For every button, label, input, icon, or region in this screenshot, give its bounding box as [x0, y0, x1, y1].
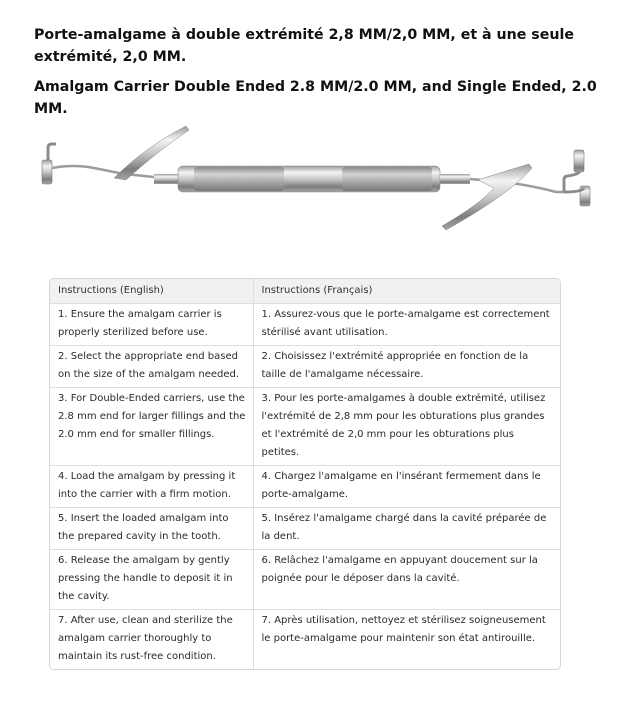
table-row	[50, 550, 560, 610]
table-row	[50, 610, 560, 670]
title-english: Amalgam Carrier Double Ended 2.8 MM/2.0 MM, and Single Ended, 2.0 MM.	[34, 79, 597, 117]
cell-english: 3. For Double-Ended carriers, use the 2.8 mm end for larger fillings and the 2.0 mm end for smaller fillings.	[50, 388, 253, 466]
table-row	[50, 346, 560, 388]
cell-french: 1. Assurez-vous que le porte-amalgame est correctement stérilisé avant utilisation.	[253, 304, 560, 346]
cell-english: 6. Release the amalgam by gently pressing the handle to deposit it in the cavity.	[50, 550, 253, 610]
table-row	[50, 304, 560, 346]
table-row	[50, 466, 560, 508]
header-english: Instructions (English)	[50, 279, 253, 304]
header-french: Instructions (Français)	[253, 279, 560, 304]
table-row	[50, 508, 560, 550]
table-header-row	[50, 279, 560, 304]
cell-english: 4. Load the amalgam by pressing it into the carrier with a firm motion.	[50, 466, 253, 508]
table-row	[50, 388, 560, 466]
title-french: Porte-amalgame à double extrémité 2,8 MM/2,0 MM, et à une seule extrémité, 2,0 MM.	[34, 27, 574, 65]
instructions-table	[49, 278, 561, 670]
cell-french: 4. Chargez l'amalgame en l'insérant fermement dans le porte-amalgame.	[253, 466, 560, 508]
cell-french: 2. Choisissez l'extrémité appropriée en fonction de la taille de l'amalgame nécessaire.	[253, 346, 560, 388]
cell-english: 5. Insert the loaded amalgam into the prepared cavity in the tooth.	[50, 508, 253, 550]
cell-french: 3. Pour les porte-amalgames à double extrémité, utilisez l'extrémité de 2,8 mm pour les obturations plus grandes et l'extrémité de 2,0 mm pour les obturations plus petites.	[253, 388, 560, 466]
cell-english: 2. Select the appropriate end based on the size of the amalgam needed.	[50, 346, 253, 388]
cell-english: 7. After use, clean and sterilize the amalgam carrier thoroughly to maintain its rust-free condition.	[58, 615, 233, 662]
cell-french: 5. Insérez l'amalgame chargé dans la cavité préparée de la dent.	[253, 508, 560, 550]
cell-french: 6. Relâchez l'amalgame en appuyant doucement sur la poignée pour le déposer dans la cavité.	[253, 550, 560, 610]
cell-french: 7. Après utilisation, nettoyez et stérilisez soigneusement le porte-amalgame pour maintenir son état antirouille.	[253, 610, 560, 670]
cell-english: 1. Ensure the amalgam carrier is properly sterilized before use.	[50, 304, 253, 346]
amalgam-carrier-image	[34, 118, 594, 248]
